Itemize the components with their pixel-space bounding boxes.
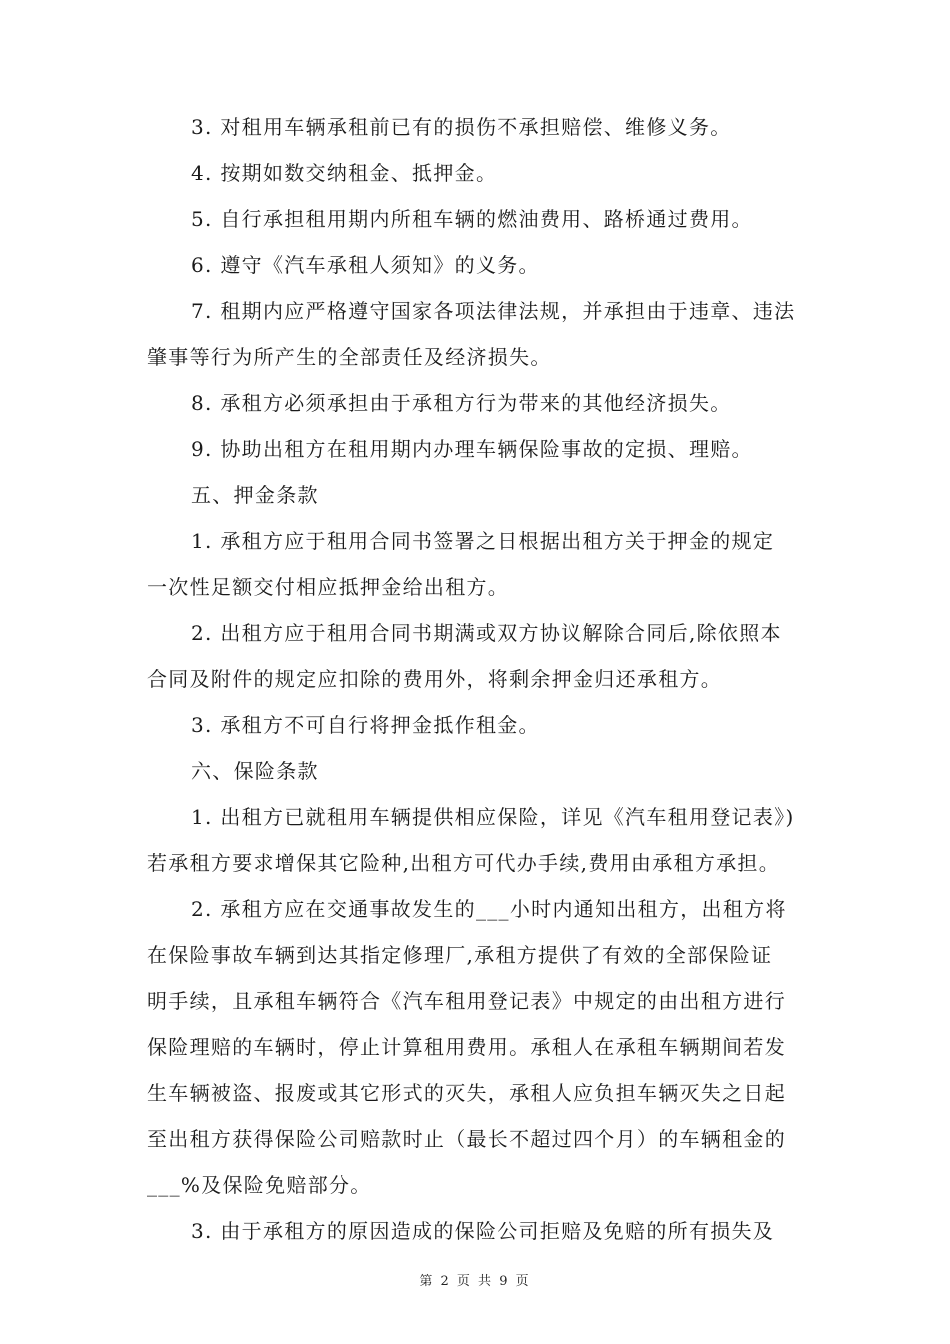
section-heading-insurance: 六、保险条款: [191, 759, 319, 783]
clause-lessee-7: 7. 租期内应严格遵守国家各项法律法规，并承担由于违章、违法: [191, 299, 796, 323]
clause-lessee-9: 9. 协助出租方在租用期内办理车辆保险事故的定损、理赔。: [191, 437, 753, 461]
clause-insurance-2-cont-6: ___%及保险免赔部分。: [147, 1173, 372, 1197]
clause-lessee-7-cont: 肇事等行为所产生的全部责任及经济损失。: [147, 345, 552, 369]
document-body: [147, 104, 807, 1254]
clause-insurance-1-cont: 若承租方要求增保其它险种,出租方可代办手续,费用由承租方承担。: [147, 851, 781, 875]
clause-deposit-3: 3. 承租方不可自行将押金抵作租金。: [191, 713, 540, 737]
clause-lessee-6: 6. 遵守《汽车承租人须知》的义务。: [191, 253, 540, 277]
clause-deposit-2-cont: 合同及附件的规定应扣除的费用外，将剩余押金归还承租方。: [147, 667, 723, 691]
clause-deposit-1: 1. 承租方应于租用合同书签署之日根据出租方关于押金的规定: [191, 529, 775, 553]
clause-lessee-3: 3. 对租用车辆承租前已有的损伤不承担赔偿、维修义务。: [191, 115, 732, 139]
page-number: 第 2 页 共 9 页: [419, 1274, 531, 1289]
clause-insurance-2-cont-2: 明手续，且承租车辆符合《汽车租用登记表》中规定的由出租方进行: [147, 989, 786, 1013]
clause-lessee-8: 8. 承租方必须承担由于承租方行为带来的其他经济损失。: [191, 391, 732, 415]
clause-insurance-2-cont-4: 生车辆被盗、报废或其它形式的灭失，承租人应负担车辆灭失之日起: [147, 1081, 786, 1105]
clause-insurance-2-cont-1: 在保险事故车辆到达其指定修理厂,承租方提供了有效的全部保险证: [147, 943, 773, 967]
clause-insurance-3: 3. 由于承租方的原因造成的保险公司拒赔及免赔的所有损失及: [191, 1219, 775, 1243]
clause-insurance-2-cont-3: 保险理赔的车辆时，停止计算租用费用。承租人在承租车辆期间若发: [147, 1035, 786, 1059]
section-heading-deposit: 五、押金条款: [191, 483, 319, 507]
clause-insurance-2-cont-5: 至出租方获得保险公司赔款时止（最长不超过四个月）的车辆租金的: [147, 1127, 786, 1151]
clause-lessee-5: 5. 自行承担租用期内所租车辆的燃油费用、路桥通过费用。: [191, 207, 753, 231]
clause-insurance-1: 1. 出租方已就租用车辆提供相应保险，详见《汽车租用登记表》): [191, 805, 795, 829]
clause-insurance-2: 2. 承租方应在交通事故发生的___小时内通知出租方，出租方将: [191, 897, 787, 921]
clause-deposit-1-cont: 一次性足额交付相应抵押金给出租方。: [147, 575, 510, 599]
clause-lessee-4: 4. 按期如数交纳租金、抵押金。: [191, 161, 498, 185]
clause-deposit-2: 2. 出租方应于租用合同书期满或双方协议解除合同后,除依照本: [191, 621, 782, 645]
